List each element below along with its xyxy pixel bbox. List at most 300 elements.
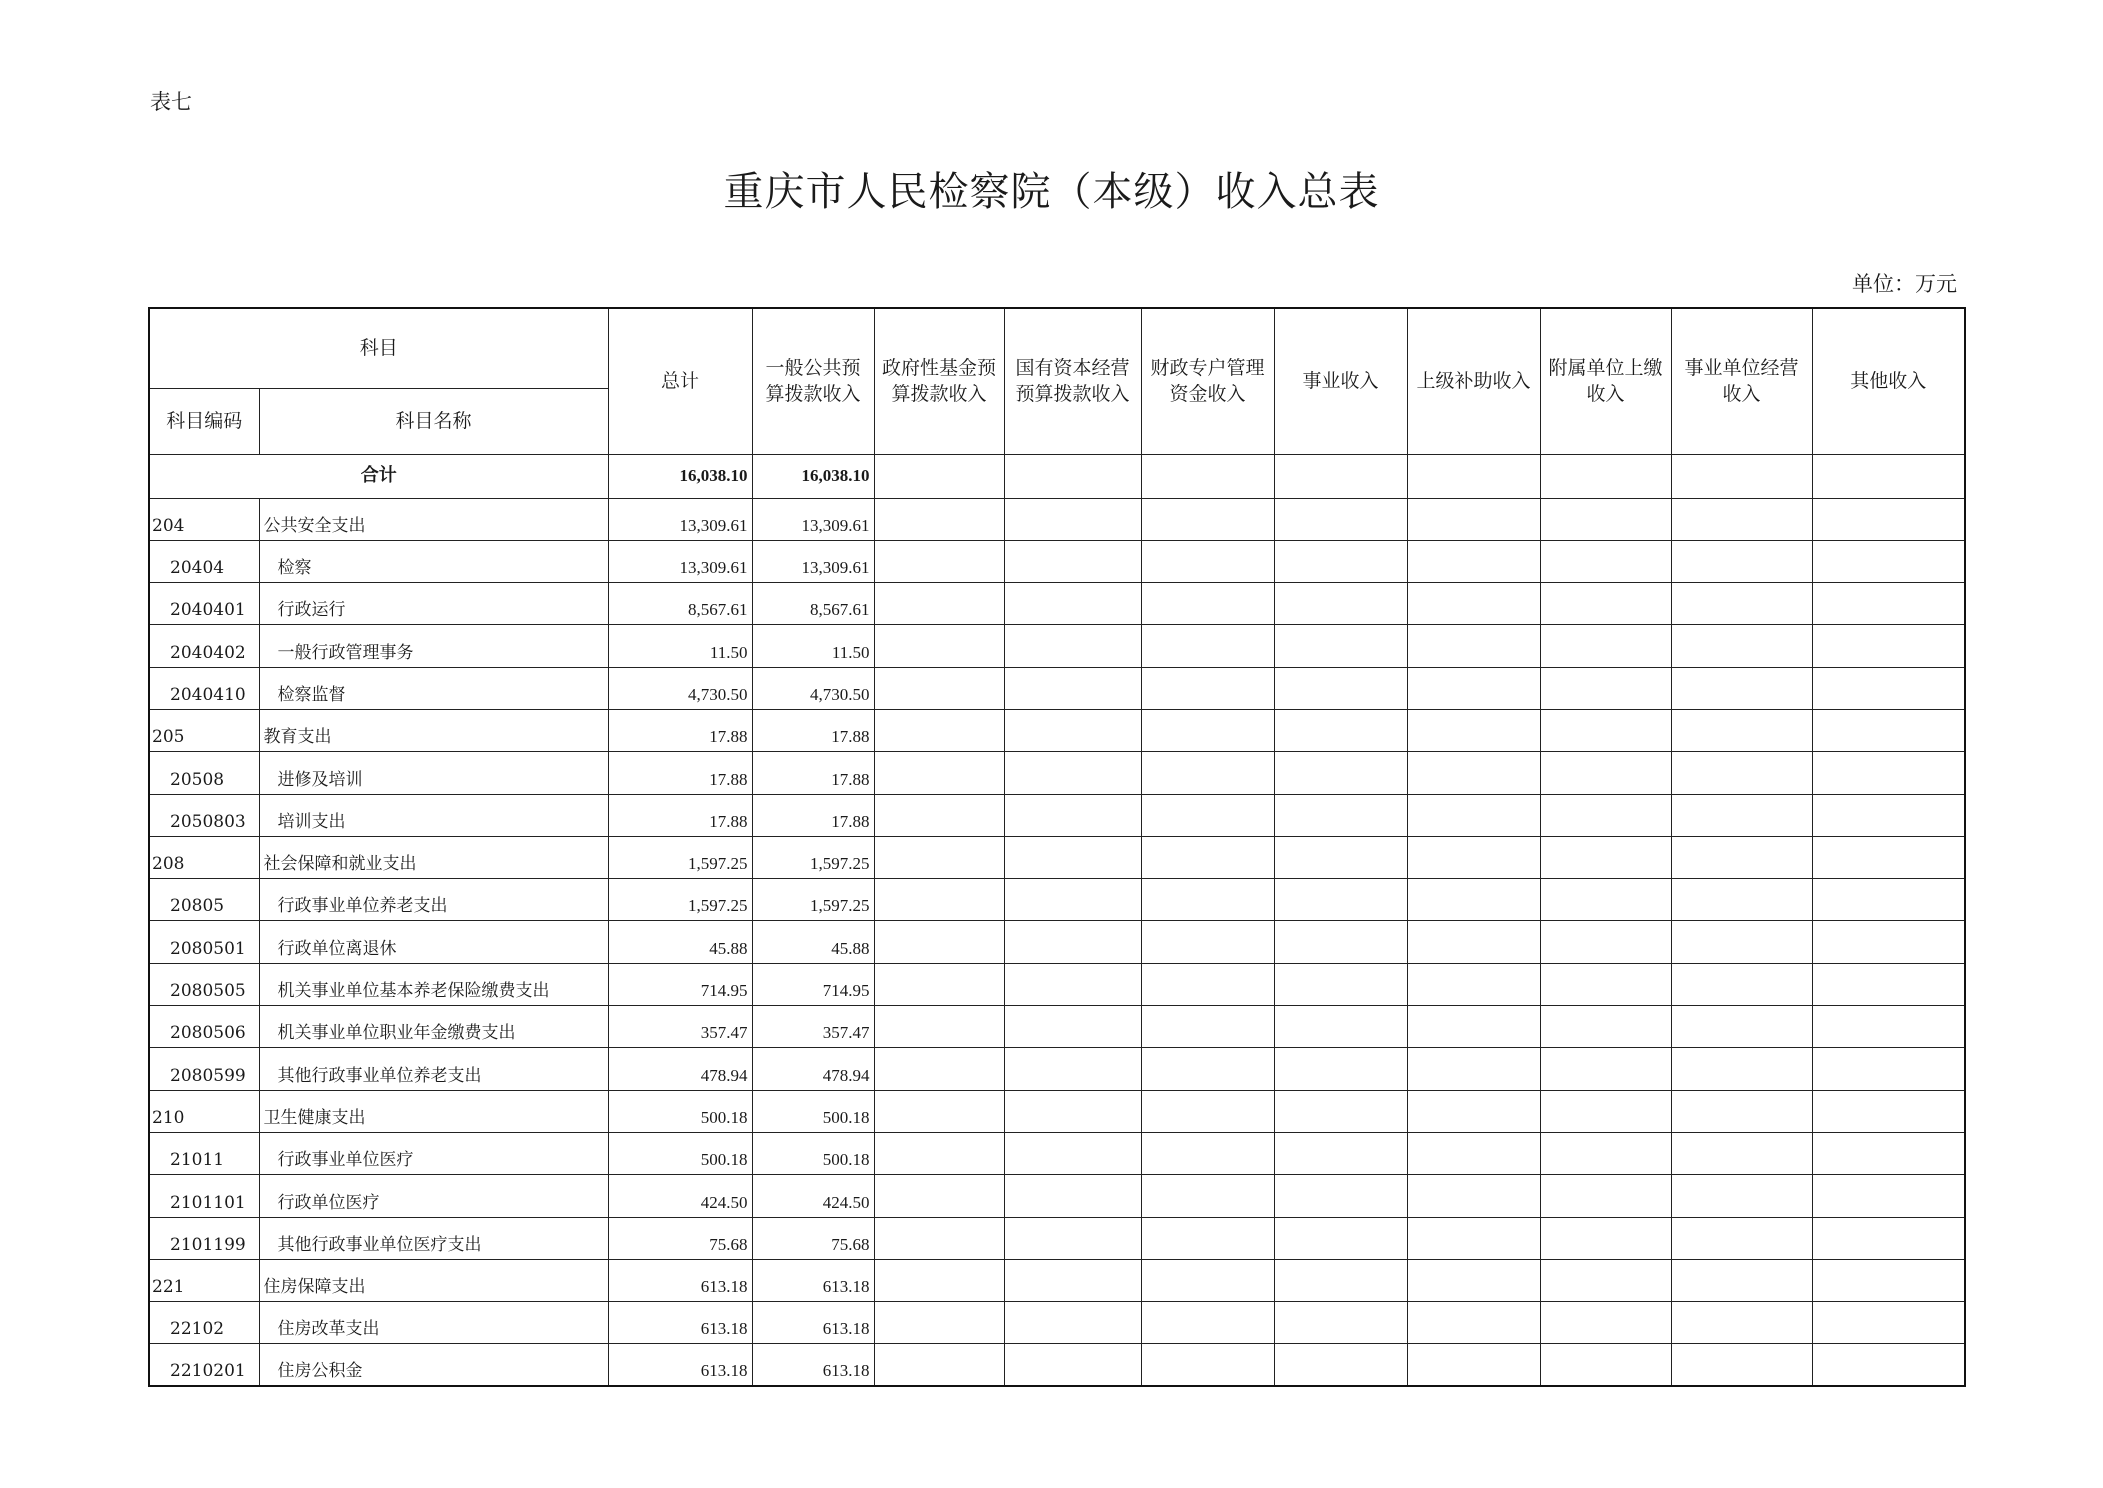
empty-cell	[874, 540, 1004, 582]
total-label: 合计	[149, 454, 608, 498]
empty-cell	[1671, 583, 1812, 625]
empty-cell	[1671, 454, 1812, 498]
empty-cell	[1274, 454, 1407, 498]
empty-cell	[1540, 794, 1671, 836]
empty-cell	[1004, 667, 1141, 709]
empty-cell	[1004, 454, 1141, 498]
empty-cell	[1141, 1175, 1274, 1217]
total-cell: 17.88	[608, 794, 752, 836]
empty-cell	[1004, 1259, 1141, 1301]
general-budget-cell: 1,597.25	[752, 836, 874, 878]
subject-code-cell: 221	[149, 1259, 259, 1301]
empty-cell	[1141, 498, 1274, 540]
empty-cell	[1812, 752, 1965, 794]
subject-code-cell: 2080501	[149, 921, 259, 963]
empty-cell	[1540, 498, 1671, 540]
empty-cell	[1407, 921, 1540, 963]
subject-code-cell: 208	[149, 836, 259, 878]
empty-cell	[1274, 498, 1407, 540]
subject-name-cell: 公共安全支出	[259, 498, 608, 540]
empty-cell	[1671, 752, 1812, 794]
empty-cell	[1141, 963, 1274, 1005]
table-row	[149, 625, 1965, 667]
subject-code-cell: 2210201	[149, 1344, 259, 1386]
empty-cell	[1540, 454, 1671, 498]
empty-cell	[874, 794, 1004, 836]
empty-cell	[1407, 963, 1540, 1005]
empty-cell	[1540, 1344, 1671, 1386]
empty-cell	[1671, 1217, 1812, 1259]
subject-name-cell: 卫生健康支出	[259, 1090, 608, 1132]
empty-cell	[1141, 709, 1274, 751]
table-row	[149, 709, 1965, 751]
general-budget-cell: 13,309.61	[752, 540, 874, 582]
empty-cell	[874, 752, 1004, 794]
empty-cell	[874, 625, 1004, 667]
empty-cell	[1407, 1302, 1540, 1344]
empty-cell	[1274, 921, 1407, 963]
total-cell: 17.88	[608, 752, 752, 794]
empty-cell	[1274, 583, 1407, 625]
empty-cell	[1407, 454, 1540, 498]
general-budget-cell: 17.88	[752, 752, 874, 794]
unit-label: 单位：万元	[1852, 272, 1957, 296]
subject-name-cell: 一般行政管理事务	[259, 625, 608, 667]
empty-cell	[874, 1006, 1004, 1048]
table-row	[149, 540, 1965, 582]
empty-cell	[1274, 836, 1407, 878]
empty-cell	[1812, 1090, 1965, 1132]
empty-cell	[1540, 1132, 1671, 1174]
general-budget-cell: 13,309.61	[752, 498, 874, 540]
empty-cell	[1141, 1048, 1274, 1090]
subject-code-cell: 2080506	[149, 1006, 259, 1048]
general-budget-cell: 613.18	[752, 1259, 874, 1301]
subject-code-cell: 20508	[149, 752, 259, 794]
empty-cell	[1671, 794, 1812, 836]
subject-code-cell: 2040410	[149, 667, 259, 709]
empty-cell	[1540, 1259, 1671, 1301]
empty-cell	[874, 583, 1004, 625]
empty-cell	[1141, 583, 1274, 625]
subject-code-cell: 2080599	[149, 1048, 259, 1090]
table-row	[149, 1048, 1965, 1090]
general-budget-cell: 478.94	[752, 1048, 874, 1090]
empty-cell	[1004, 921, 1141, 963]
empty-cell	[1004, 498, 1141, 540]
empty-cell	[1671, 1302, 1812, 1344]
subject-code-cell: 22102	[149, 1302, 259, 1344]
empty-cell	[1407, 1132, 1540, 1174]
general-budget-cell: 8,567.61	[752, 583, 874, 625]
subject-name-cell: 行政单位离退休	[259, 921, 608, 963]
total-cell: 500.18	[608, 1090, 752, 1132]
empty-cell	[1004, 879, 1141, 921]
table-row	[149, 794, 1965, 836]
empty-cell	[1407, 1006, 1540, 1048]
empty-cell	[874, 709, 1004, 751]
empty-cell	[1540, 1302, 1671, 1344]
subject-code-cell: 210	[149, 1090, 259, 1132]
empty-cell	[1274, 667, 1407, 709]
empty-cell	[1540, 879, 1671, 921]
empty-cell	[1671, 667, 1812, 709]
page-title: 重庆市人民检察院（本级）收入总表	[723, 169, 1380, 215]
empty-cell	[1812, 1175, 1965, 1217]
empty-cell	[1407, 1175, 1540, 1217]
total-cell: 1,597.25	[608, 879, 752, 921]
subject-name-cell: 机关事业单位职业年金缴费支出	[259, 1006, 608, 1048]
empty-cell	[1274, 752, 1407, 794]
total-cell: 357.47	[608, 1006, 752, 1048]
empty-cell	[1671, 1175, 1812, 1217]
empty-cell	[1004, 836, 1141, 878]
subject-name-cell: 其他行政事业单位养老支出	[259, 1048, 608, 1090]
subject-name-cell: 教育支出	[259, 709, 608, 751]
empty-cell	[1407, 836, 1540, 878]
empty-cell	[1540, 583, 1671, 625]
empty-cell	[1004, 625, 1141, 667]
empty-cell	[1407, 667, 1540, 709]
subject-name-cell: 行政事业单位医疗	[259, 1132, 608, 1174]
empty-cell	[1671, 1132, 1812, 1174]
empty-cell	[1407, 625, 1540, 667]
total-cell: 1,597.25	[608, 836, 752, 878]
subject-name-cell: 住房公积金	[259, 1344, 608, 1386]
empty-cell	[1141, 1344, 1274, 1386]
empty-cell	[1671, 1259, 1812, 1301]
empty-cell	[874, 1048, 1004, 1090]
empty-cell	[1407, 1048, 1540, 1090]
empty-cell	[1004, 794, 1141, 836]
subject-name-cell: 进修及培训	[259, 752, 608, 794]
empty-cell	[874, 1132, 1004, 1174]
empty-cell	[1540, 540, 1671, 582]
general-budget-cell: 17.88	[752, 794, 874, 836]
subject-name-cell: 行政事业单位养老支出	[259, 879, 608, 921]
empty-cell	[1671, 963, 1812, 1005]
empty-cell	[1274, 625, 1407, 667]
general-budget-cell: 613.18	[752, 1302, 874, 1344]
empty-cell	[1141, 1302, 1274, 1344]
subject-code-cell: 2040401	[149, 583, 259, 625]
empty-cell	[1540, 667, 1671, 709]
empty-cell	[1274, 1344, 1407, 1386]
empty-cell	[1141, 454, 1274, 498]
table-row	[149, 583, 1965, 625]
table-row	[149, 963, 1965, 1005]
general-budget-cell: 500.18	[752, 1132, 874, 1174]
empty-cell	[1540, 1048, 1671, 1090]
empty-cell	[1812, 1344, 1965, 1386]
empty-cell	[1407, 1090, 1540, 1132]
empty-cell	[1274, 540, 1407, 582]
empty-cell	[1407, 709, 1540, 751]
empty-cell	[1812, 540, 1965, 582]
total-row	[149, 454, 1965, 498]
header-state-capital: 国有资本经营预算拨款收入	[1004, 308, 1141, 454]
header-subject-code: 科目编码	[149, 388, 259, 454]
empty-cell	[1274, 879, 1407, 921]
subject-name-cell: 机关事业单位基本养老保险缴费支出	[259, 963, 608, 1005]
empty-cell	[1407, 498, 1540, 540]
empty-cell	[1812, 454, 1965, 498]
empty-cell	[1407, 794, 1540, 836]
table-row	[149, 921, 1965, 963]
subject-code-cell: 20404	[149, 540, 259, 582]
general-budget-cell: 45.88	[752, 921, 874, 963]
general-budget-cell: 714.95	[752, 963, 874, 1005]
empty-cell	[1812, 1006, 1965, 1048]
empty-cell	[1407, 1217, 1540, 1259]
empty-cell	[1812, 625, 1965, 667]
empty-cell	[1407, 540, 1540, 582]
table-row	[149, 667, 1965, 709]
empty-cell	[1812, 1217, 1965, 1259]
empty-cell	[1540, 1175, 1671, 1217]
general-budget-cell: 500.18	[752, 1090, 874, 1132]
empty-cell	[874, 1175, 1004, 1217]
subject-code-cell: 21011	[149, 1132, 259, 1174]
empty-cell	[1407, 1259, 1540, 1301]
empty-cell	[1004, 1175, 1141, 1217]
total-cell: 424.50	[608, 1175, 752, 1217]
empty-cell	[1274, 1090, 1407, 1132]
empty-cell	[1274, 1302, 1407, 1344]
empty-cell	[874, 667, 1004, 709]
empty-cell	[1141, 879, 1274, 921]
empty-cell	[1004, 583, 1141, 625]
empty-cell	[1004, 963, 1141, 1005]
table-row	[149, 1259, 1965, 1301]
empty-cell	[1540, 963, 1671, 1005]
total-cell: 8,567.61	[608, 583, 752, 625]
empty-cell	[1004, 709, 1141, 751]
empty-cell	[1812, 794, 1965, 836]
empty-cell	[1274, 1217, 1407, 1259]
empty-cell	[1671, 921, 1812, 963]
header-subject-name: 科目名称	[259, 388, 608, 454]
empty-cell	[1141, 921, 1274, 963]
empty-cell	[1671, 540, 1812, 582]
empty-cell	[874, 454, 1004, 498]
subject-name-cell: 检察监督	[259, 667, 608, 709]
total-cell: 500.18	[608, 1132, 752, 1174]
total-cell: 45.88	[608, 921, 752, 963]
general-budget-cell: 75.68	[752, 1217, 874, 1259]
empty-cell	[874, 879, 1004, 921]
header-other-income: 其他收入	[1812, 308, 1965, 454]
empty-cell	[1274, 963, 1407, 1005]
subject-name-cell: 行政运行	[259, 583, 608, 625]
empty-cell	[1812, 1048, 1965, 1090]
empty-cell	[1671, 836, 1812, 878]
empty-cell	[1671, 1048, 1812, 1090]
empty-cell	[1540, 752, 1671, 794]
general-budget-cell: 357.47	[752, 1006, 874, 1048]
general-budget-cell: 16,038.10	[752, 454, 874, 498]
empty-cell	[1274, 1006, 1407, 1048]
empty-cell	[1812, 1259, 1965, 1301]
header-general-budget: 一般公共预算拨款收入	[752, 308, 874, 454]
subject-code-cell: 2101199	[149, 1217, 259, 1259]
total-cell: 17.88	[608, 709, 752, 751]
subject-name-cell: 住房改革支出	[259, 1302, 608, 1344]
empty-cell	[1671, 1090, 1812, 1132]
empty-cell	[1004, 540, 1141, 582]
header-total: 总计	[608, 308, 752, 454]
table-row	[149, 1006, 1965, 1048]
empty-cell	[1004, 1344, 1141, 1386]
empty-cell	[1141, 1090, 1274, 1132]
empty-cell	[1671, 1006, 1812, 1048]
total-cell: 613.18	[608, 1344, 752, 1386]
table-row	[149, 1175, 1965, 1217]
empty-cell	[1141, 1132, 1274, 1174]
empty-cell	[1004, 1217, 1141, 1259]
empty-cell	[1812, 963, 1965, 1005]
subject-code-cell: 2040402	[149, 625, 259, 667]
general-budget-cell: 613.18	[752, 1344, 874, 1386]
empty-cell	[1540, 1006, 1671, 1048]
header-subject: 科目	[149, 308, 608, 388]
empty-cell	[1812, 583, 1965, 625]
table-row	[149, 1217, 1965, 1259]
subject-name-cell: 行政单位医疗	[259, 1175, 608, 1217]
empty-cell	[1812, 1302, 1965, 1344]
total-cell: 13,309.61	[608, 540, 752, 582]
empty-cell	[1671, 709, 1812, 751]
header-superior-subsidy: 上级补助收入	[1407, 308, 1540, 454]
subject-name-cell: 社会保障和就业支出	[259, 836, 608, 878]
subject-code-cell: 2050803	[149, 794, 259, 836]
subject-code-cell: 205	[149, 709, 259, 751]
empty-cell	[874, 1090, 1004, 1132]
empty-cell	[1141, 794, 1274, 836]
empty-cell	[1540, 1090, 1671, 1132]
subject-code-cell: 20805	[149, 879, 259, 921]
empty-cell	[1812, 879, 1965, 921]
empty-cell	[1141, 1217, 1274, 1259]
table-row	[149, 752, 1965, 794]
sheet-label: 表七	[150, 90, 192, 114]
table-row	[149, 1344, 1965, 1386]
empty-cell	[1274, 794, 1407, 836]
empty-cell	[1812, 921, 1965, 963]
empty-cell	[1540, 1217, 1671, 1259]
table-row	[149, 836, 1965, 878]
empty-cell	[1141, 836, 1274, 878]
empty-cell	[1004, 1132, 1141, 1174]
empty-cell	[1141, 540, 1274, 582]
empty-cell	[874, 498, 1004, 540]
empty-cell	[1274, 1048, 1407, 1090]
empty-cell	[874, 921, 1004, 963]
empty-cell	[1812, 1132, 1965, 1174]
subject-code-cell: 2101101	[149, 1175, 259, 1217]
general-budget-cell: 11.50	[752, 625, 874, 667]
general-budget-cell: 17.88	[752, 709, 874, 751]
empty-cell	[1004, 752, 1141, 794]
empty-cell	[1812, 667, 1965, 709]
income-table	[148, 307, 1966, 1387]
empty-cell	[1540, 709, 1671, 751]
total-cell: 613.18	[608, 1302, 752, 1344]
header-business-income: 事业收入	[1274, 308, 1407, 454]
empty-cell	[874, 1217, 1004, 1259]
empty-cell	[1004, 1090, 1141, 1132]
empty-cell	[1004, 1302, 1141, 1344]
empty-cell	[1274, 1132, 1407, 1174]
header-operating-income: 事业单位经营收入	[1671, 308, 1812, 454]
table-row	[149, 1090, 1965, 1132]
table-row	[149, 879, 1965, 921]
empty-cell	[1141, 1259, 1274, 1301]
total-cell: 613.18	[608, 1259, 752, 1301]
empty-cell	[1004, 1006, 1141, 1048]
empty-cell	[1141, 752, 1274, 794]
empty-cell	[1812, 498, 1965, 540]
empty-cell	[1141, 1006, 1274, 1048]
total-cell: 478.94	[608, 1048, 752, 1090]
empty-cell	[1671, 498, 1812, 540]
header-affiliated-units: 附属单位上缴收入	[1540, 308, 1671, 454]
header-gov-fund: 政府性基金预算拨款收入	[874, 308, 1004, 454]
subject-name-cell: 住房保障支出	[259, 1259, 608, 1301]
subject-code-cell: 2080505	[149, 963, 259, 1005]
empty-cell	[1540, 625, 1671, 667]
empty-cell	[1141, 667, 1274, 709]
empty-cell	[1274, 1175, 1407, 1217]
empty-cell	[1540, 836, 1671, 878]
empty-cell	[1407, 1344, 1540, 1386]
empty-cell	[1407, 583, 1540, 625]
total-cell: 75.68	[608, 1217, 752, 1259]
empty-cell	[1141, 625, 1274, 667]
header-special-fund: 财政专户管理资金收入	[1141, 308, 1274, 454]
table-row	[149, 1132, 1965, 1174]
empty-cell	[1671, 1344, 1812, 1386]
empty-cell	[1812, 836, 1965, 878]
empty-cell	[1274, 709, 1407, 751]
empty-cell	[1004, 1048, 1141, 1090]
table-row	[149, 1302, 1965, 1344]
empty-cell	[874, 963, 1004, 1005]
empty-cell	[874, 1344, 1004, 1386]
total-cell: 714.95	[608, 963, 752, 1005]
total-cell: 11.50	[608, 625, 752, 667]
empty-cell	[874, 836, 1004, 878]
subject-code-cell: 204	[149, 498, 259, 540]
empty-cell	[1407, 752, 1540, 794]
total-cell: 13,309.61	[608, 498, 752, 540]
general-budget-cell: 4,730.50	[752, 667, 874, 709]
empty-cell	[874, 1302, 1004, 1344]
total-cell: 16,038.10	[608, 454, 752, 498]
subject-name-cell: 培训支出	[259, 794, 608, 836]
empty-cell	[1671, 879, 1812, 921]
subject-name-cell: 其他行政事业单位医疗支出	[259, 1217, 608, 1259]
empty-cell	[1812, 709, 1965, 751]
table-row	[149, 498, 1965, 540]
empty-cell	[1671, 625, 1812, 667]
empty-cell	[874, 1259, 1004, 1301]
subject-name-cell: 检察	[259, 540, 608, 582]
general-budget-cell: 424.50	[752, 1175, 874, 1217]
total-cell: 4,730.50	[608, 667, 752, 709]
empty-cell	[1407, 879, 1540, 921]
empty-cell	[1274, 1259, 1407, 1301]
